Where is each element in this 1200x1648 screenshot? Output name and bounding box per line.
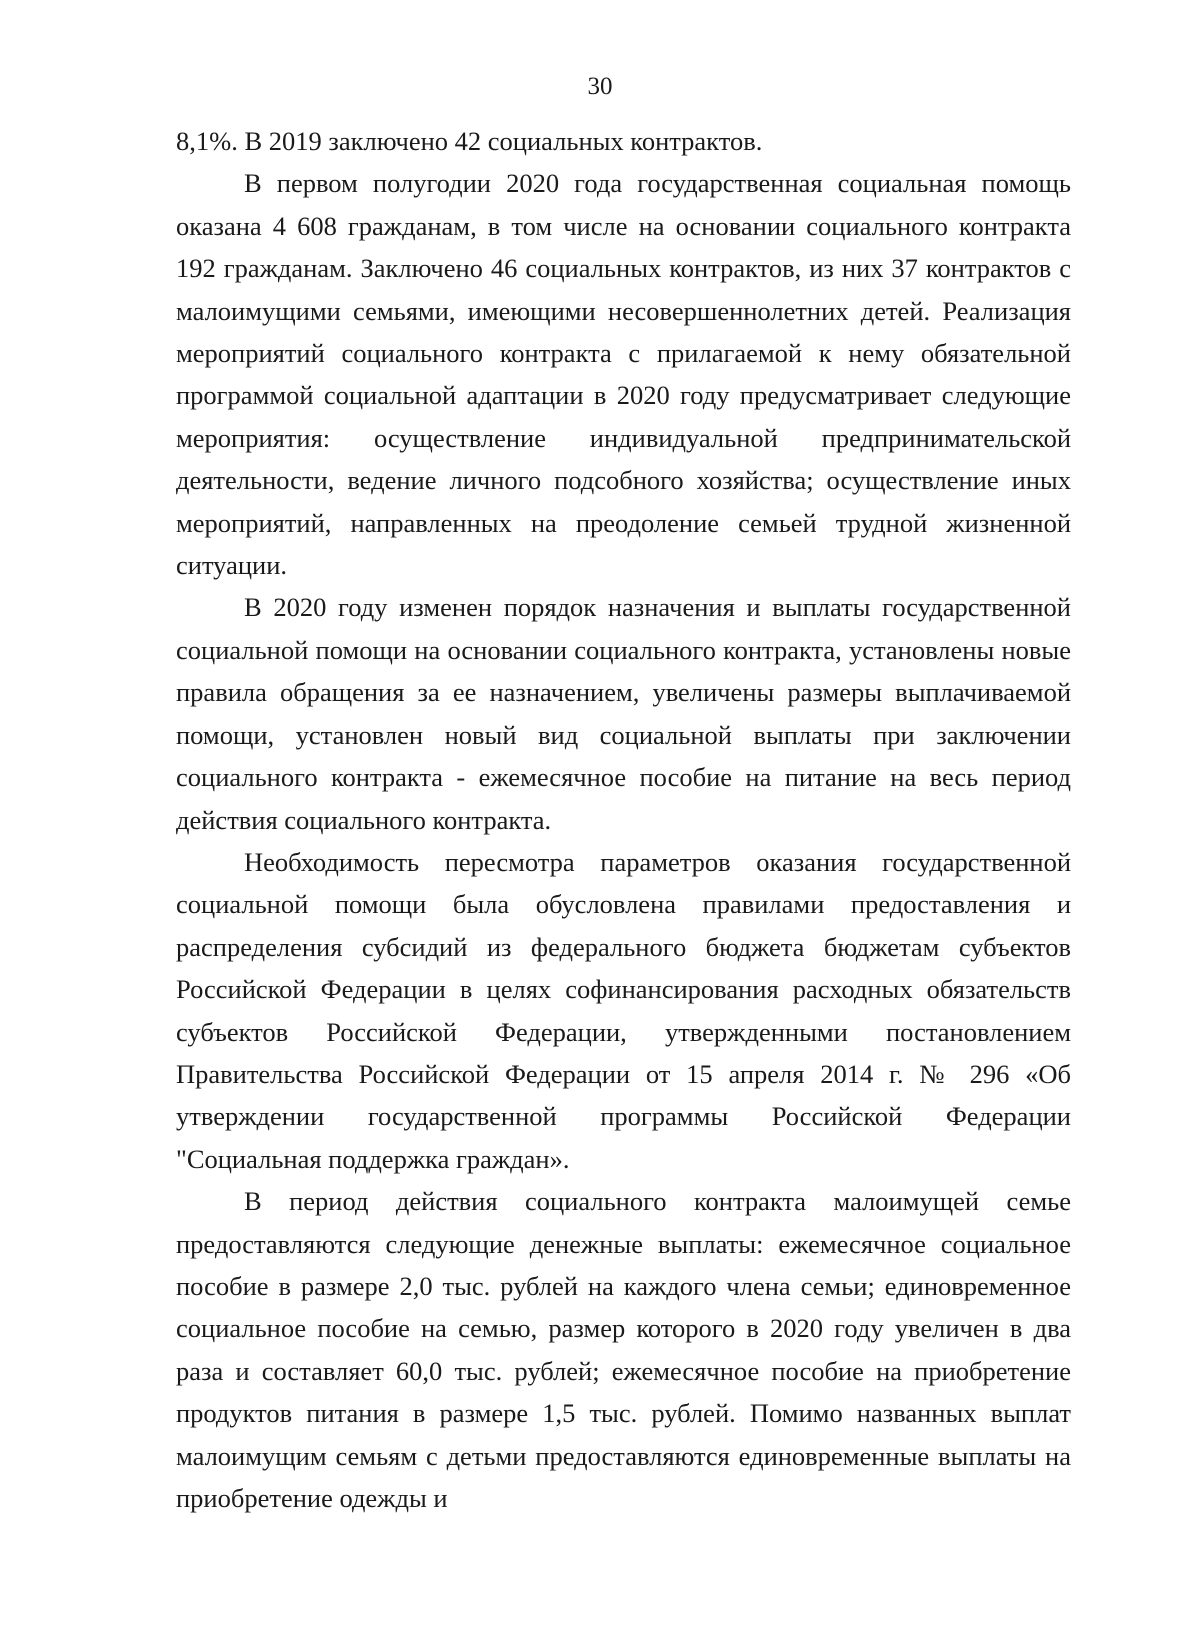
body-text	[176, 120, 1071, 1519]
paragraph-payments: В период действия социального контракта малоимущей семье предоставляются следующие денежные выплаты: ежемесячное социальное пособие в размере 2,0 тыс. рублей на каждого члена семьи; единовременное социальное пособие на семью, размер которого в 2020 году увеличен в два раза и составляет 60,0 тыс. рублей; ежемесячное пособие на приобретение продуктов питания в размере 1,5 тыс. рублей. Помимо названных выплат малоимущим семьям с детьми предоставляются единовременные выплаты на приобретение одежды и	[176, 1186, 1071, 1513]
paragraph-social-assistance-2020: В первом полугодии 2020 года государственная социальная помощь оказана 4 608 гражданам, в том числе на основании социального контракта 192 гражданам. Заключено 46 социальных контрактов, из них 37 контрактов с малоимущими семьями, имеющими несовершеннолетних детей. Реализация мероприятий социального контракта с прилагаемой к нему обязательной программой социальной адаптации в 2020 году предусматривает следующие мероприятия: осуществление индивидуальной предпринимательской деятельности, ведение личного подсобного хозяйства; осуществление иных мероприятий, направленных на преодоление семьей трудной жизненной ситуации.	[176, 168, 1071, 581]
paragraph-procedure-changes: В 2020 году изменен порядок назначения и выплаты государственной социальной помощи на основании социального контракта, установлены новые правила обращения за ее назначением, увеличены размеры выплачиваемой помощи, установлен новый вид социальной выплаты при заключении социального контракта - ежемесячное пособие на питание на весь период действия социального контракта.	[176, 592, 1071, 835]
page-number: 30	[587, 73, 613, 100]
paragraph-parameter-revision: Необходимость пересмотра параметров оказания государственной социальной помощи была обусловлена правилами предоставления и распределения субсидий из федерального бюджета бюджетам субъектов Российской Федерации в целях софинансирования расходных обязательств субъектов Российской Федерации, утвержденными постановлением Правительства Российской Федерации от 15 апреля 2014 г. № 296 «Об утверждении государственной программы Российской Федерации "Социальная поддержка граждан».	[176, 846, 1071, 1174]
paragraph-continuation: 8,1%. В 2019 заключено 42 социальных контрактов.	[176, 126, 763, 156]
